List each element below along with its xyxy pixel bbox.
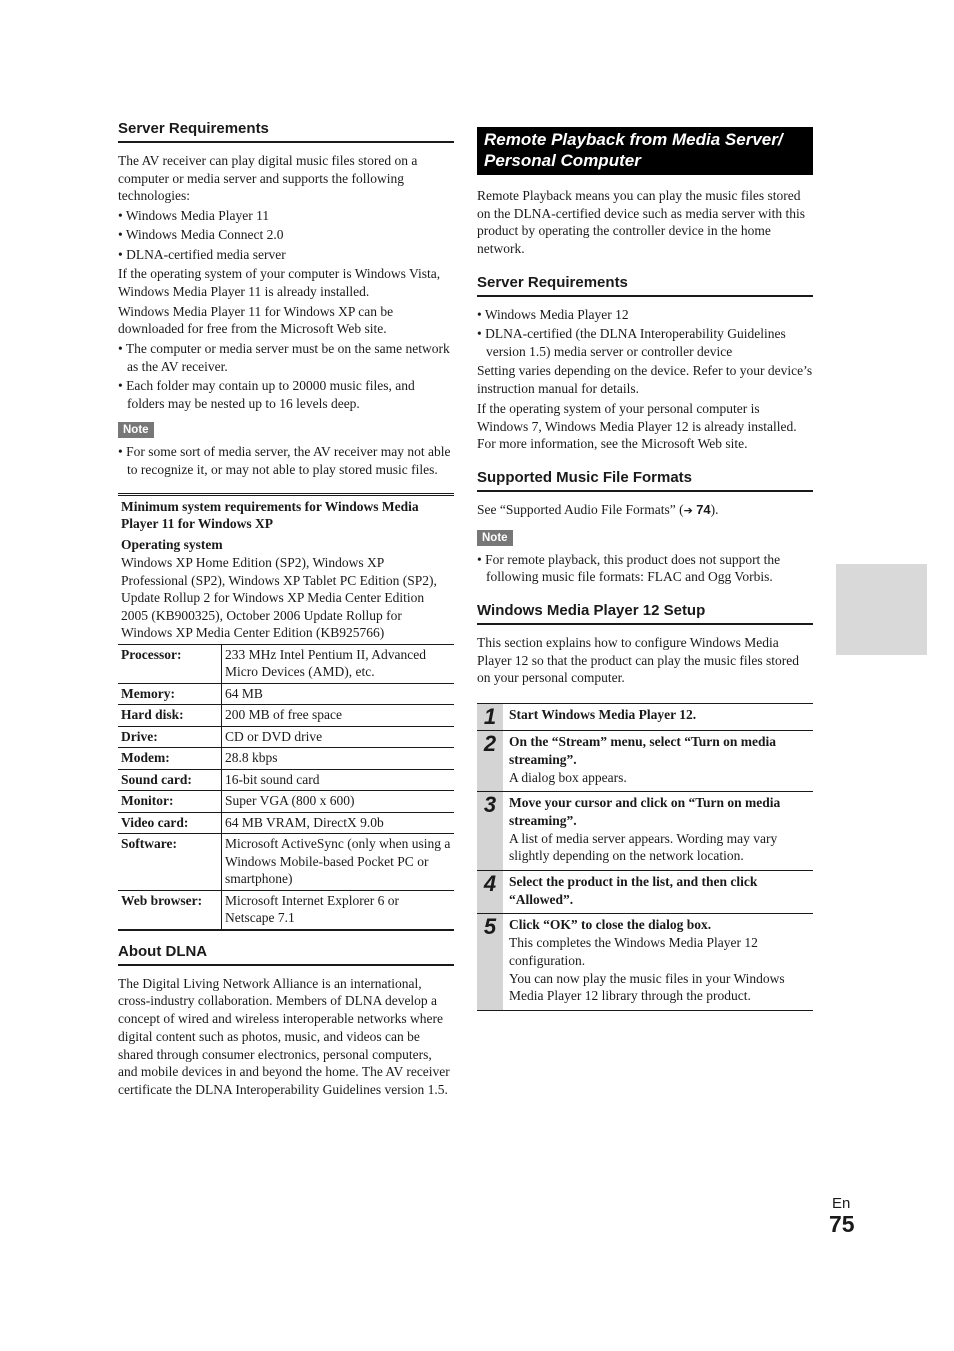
step-text: A list of media server appears. Wording may vary slightly depending on the network location.	[509, 830, 778, 864]
step-text: You can now play the music files in your Windows Media Player 12 library through the product.	[509, 970, 785, 1004]
step-number: 3	[477, 792, 503, 870]
step-text: A dialog box appears.	[509, 769, 627, 785]
step-heading: On the “Stream” menu, select “Turn on media streaming”.	[509, 734, 777, 767]
xp-para: Windows Media Player 11 for Windows XP can be downloaded for free from the Microsoft Web site.	[118, 303, 394, 337]
list-item: • Windows Media Player 11	[118, 208, 270, 224]
server-bullets	[118, 340, 454, 412]
step-3	[477, 791, 813, 870]
note-list-2	[477, 551, 813, 586]
note-item: • For some sort of media server, the AV receiver may not able to recognize it, or may not able to play stored music files.	[118, 444, 451, 478]
arrow-right-icon: ➔	[683, 503, 693, 517]
note-list	[118, 443, 454, 478]
note-label: Note	[118, 422, 154, 438]
table-row: Drive: CD or DVD drive	[118, 726, 454, 748]
page-ref-link[interactable]: 74	[696, 501, 711, 517]
list-item: • DLNA-certified media server	[118, 246, 286, 262]
formats-see: See “Supported Audio File Formats” (➔ 74).	[477, 501, 719, 517]
step-text: This completes the Windows Media Player 12 configuration.	[509, 935, 758, 968]
formats-heading: Supported Music File Formats	[477, 469, 813, 492]
table-row: Video card: 64 MB VRAM, DirectX 9.0b	[118, 812, 454, 834]
step-number: 2	[477, 731, 503, 791]
server-intro: The AV receiver can play digital music files stored on a computer or media server and supports the following technologies:	[118, 153, 418, 204]
step-1	[477, 703, 813, 730]
about-dlna-heading: About DLNA	[118, 943, 454, 966]
table-row: Memory: 64 MB	[118, 683, 454, 705]
page-language: En	[832, 1195, 851, 1212]
list-item: • Each folder may contain up to 20000 music files, and folders may be nested up to 16 levels deep.	[118, 377, 415, 411]
server-requirements-heading-2: Server Requirements	[477, 274, 813, 297]
step-number: 5	[477, 914, 503, 1010]
table-row: Hard disk: 200 MB of free space	[118, 705, 454, 727]
min-requirements-box	[118, 493, 454, 931]
server-requirements-heading: Server Requirements	[118, 120, 454, 143]
vista-para: If the operating system of your computer is Windows Vista, Windows Media Player 11 is already installed.	[118, 266, 441, 299]
setup-steps	[477, 703, 813, 1011]
step-number: 1	[477, 704, 503, 730]
page-number: 75	[829, 1211, 855, 1237]
step-2	[477, 730, 813, 791]
list-item: • Windows Media Connect 2.0	[118, 227, 284, 243]
right-column	[477, 120, 813, 1011]
table-row: Sound card: 16-bit sound card	[118, 769, 454, 791]
section-title: Remote Playback from Media Server/ Personal Computer	[477, 127, 813, 175]
left-column	[118, 120, 454, 1101]
wmp12-intro: This section explains how to configure Windows Media Player 12 so that the product can play the music files stored on your personal computer.	[477, 635, 800, 686]
list-item: • Windows Media Player 12	[477, 306, 629, 322]
table-row: Processor: 233 MHz Intel Pentium II, Advanced Micro Devices (AMD), etc.	[118, 644, 454, 683]
step-heading: Select the product in the list, and then click “Allowed”.	[509, 874, 758, 907]
table-row: Web browser: Microsoft Internet Explorer 6 or Netscape 7.1	[118, 890, 454, 929]
note-item: • For remote playback, this product does not support the following music file formats: FLAC and Ogg Vorbis.	[477, 551, 781, 585]
remote-intro: Remote Playback means you can play the music files stored on the DLNA-certified device such as media server with this product by operating the controller device in the home network.	[477, 188, 806, 257]
step-4	[477, 870, 813, 913]
step-heading: Start Windows Media Player 12.	[509, 707, 697, 723]
win7-para: If the operating system of your personal computer is Windows 7, Windows Media Player 12 is already installed. For more information, see the Microsoft Web site.	[477, 400, 797, 452]
list-item: • The computer or media server must be on the same network as the AV receiver.	[118, 341, 450, 374]
wmp12-heading: Windows Media Player 12 Setup	[477, 602, 813, 625]
tech-list	[118, 207, 454, 263]
table-row: Software: Microsoft ActiveSync (only when using a Windows Mobile-based Pocket PC or smartphone)	[118, 834, 454, 891]
step-heading: Move your cursor and click on “Turn on media streaming”.	[509, 795, 781, 828]
list-item: • DLNA-certified (the DLNA Interoperability Guidelines version 1.5) media server or controller device	[477, 326, 786, 359]
note-label-2: Note	[477, 530, 513, 546]
os-label: Operating system	[121, 536, 223, 552]
setting-para: Setting varies depending on the device. Refer to your device’s instruction manual for details.	[477, 363, 813, 397]
server-req-list	[477, 306, 813, 361]
requirements-table	[118, 644, 454, 929]
min-requirements-title: Minimum system requirements for Windows Media Player 11 for Windows XP	[118, 495, 454, 535]
step-5	[477, 913, 813, 1010]
table-row: Modem: 28.8 kbps	[118, 748, 454, 770]
table-row: Monitor: Super VGA (800 x 600)	[118, 791, 454, 813]
section-tab	[836, 564, 927, 655]
dlna-text: The Digital Living Network Alliance is an international, cross-industry collaboration. Members of DLNA develop a concept of wired and wireless interoperable networks where digital content such as photos, music, and videos can be shared through consumer electronics, personal computers, and mobile devices in and beyond the home. The AV receiver certificate the DLNA Interoperability Guidelines version 1.5.	[118, 975, 450, 1097]
step-heading: Click “OK” to close the dialog box.	[509, 917, 712, 933]
step-number: 4	[477, 871, 503, 913]
os-text: Windows XP Home Edition (SP2), Windows XP Professional (SP2), Windows XP Tablet PC Edition (SP2), Update Rollup 2 for Windows XP Media Center Edition 2005 (KB900325), October 2006 Update Rollup for Windows XP Media Center Edition (KB925766)	[121, 555, 437, 641]
